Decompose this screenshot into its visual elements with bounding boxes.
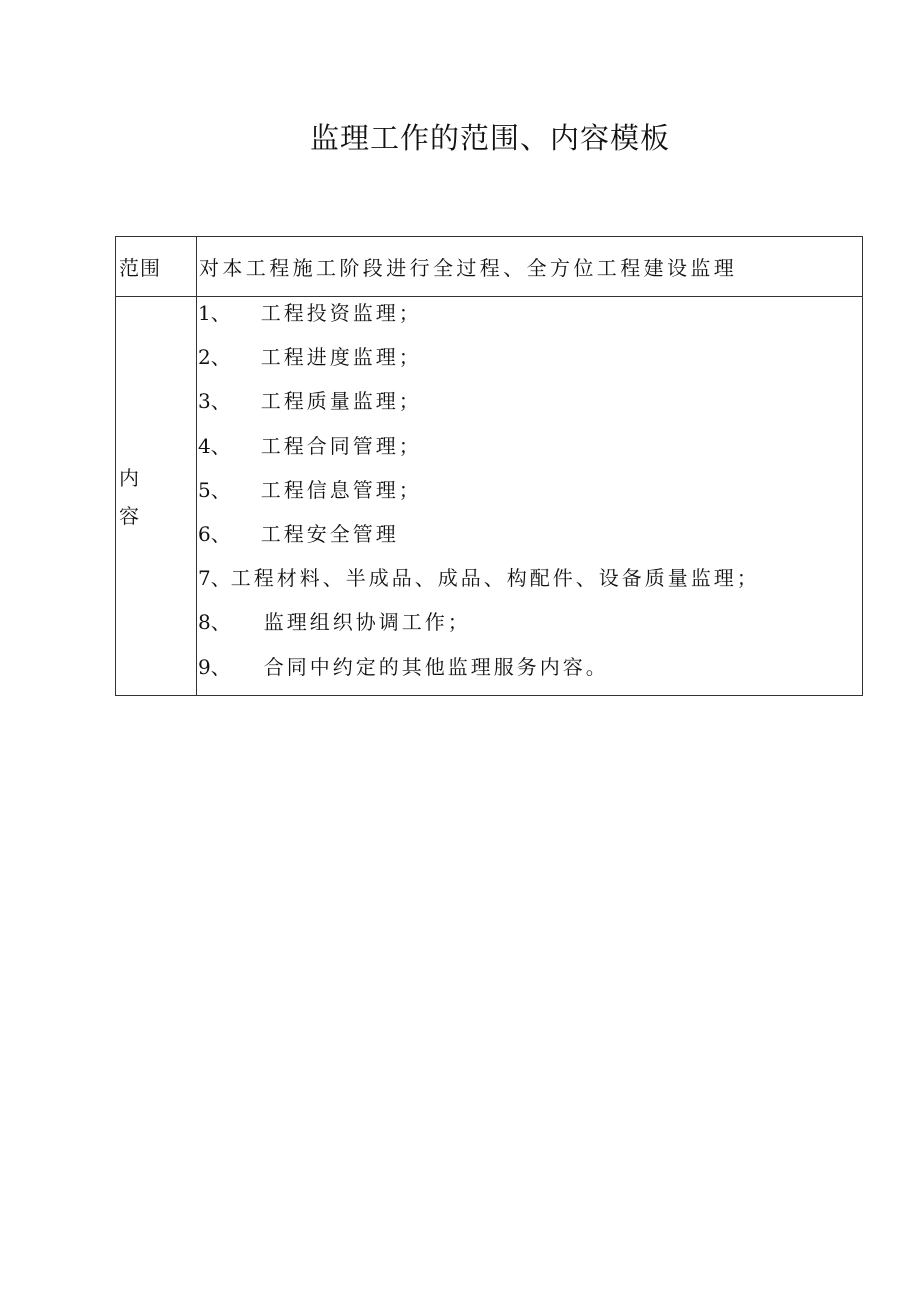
item-number: 6、 — [198, 521, 231, 546]
content-label — [116, 297, 197, 696]
item-number: 7、 — [198, 566, 231, 591]
item-number: 1、 — [198, 301, 231, 325]
scope-row — [116, 237, 863, 297]
item-text: 工程材料、半成品、成品、构配件、设备质量监理； — [230, 566, 760, 591]
list-item — [198, 518, 862, 562]
item-text: 工程信息管理； — [260, 477, 422, 502]
list-item — [198, 474, 862, 518]
scope-label: 范围 — [116, 237, 197, 297]
scope-content-table — [115, 236, 863, 696]
list-item — [198, 430, 862, 474]
item-number: 4、 — [198, 433, 231, 458]
item-text: 监理组织协调工作； — [263, 610, 471, 635]
scope-text: 对本工程施工阶段进行全过程、全方位工程建设监理 — [197, 237, 863, 297]
item-number: 2、 — [198, 345, 231, 370]
item-number: 9、 — [198, 654, 231, 679]
item-number: 5、 — [198, 477, 231, 502]
list-item — [198, 385, 862, 429]
list-item — [198, 606, 862, 650]
item-text: 工程合同管理； — [260, 433, 422, 458]
item-number: 3、 — [198, 389, 231, 414]
content-row — [116, 297, 863, 696]
list-item — [198, 297, 862, 341]
item-text: 工程安全管理 — [260, 521, 399, 546]
content-list — [197, 297, 862, 695]
list-item — [198, 651, 862, 695]
content-list-cell — [197, 297, 863, 696]
document-title: 监理工作的范围、内容模板 — [309, 121, 670, 155]
list-item — [198, 562, 862, 606]
item-text: 工程质量监理； — [260, 389, 422, 414]
item-text: 工程投资监理； — [260, 301, 422, 325]
item-text: 合同中约定的其他监理服务内容。 — [263, 654, 609, 679]
item-number: 8、 — [198, 610, 231, 635]
content-label-char-2: 容 — [119, 503, 139, 528]
list-item — [198, 341, 862, 385]
content-label-char-1: 内 — [119, 465, 139, 490]
item-text: 工程进度监理； — [260, 345, 422, 370]
